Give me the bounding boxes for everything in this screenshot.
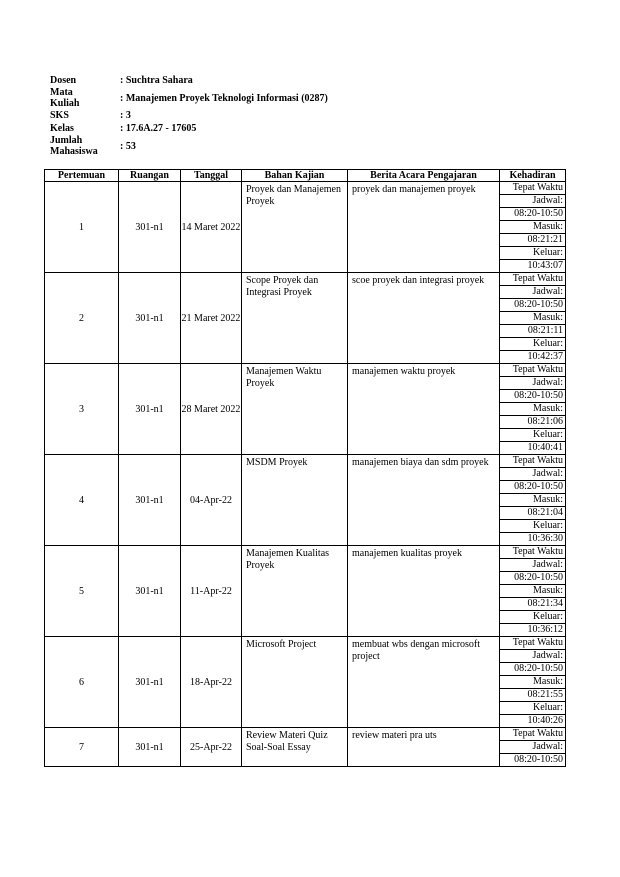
col-header-kehadiran: Kehadiran xyxy=(500,170,566,182)
kehadiran-keluar: 10:36:30 xyxy=(500,533,566,546)
table-header-row xyxy=(45,170,566,182)
berita-acara-cell: review materi pra uts xyxy=(348,728,500,767)
kehadiran-masuk: 08:21:55 xyxy=(500,689,566,702)
pertemuan-cell: 2 xyxy=(45,273,119,364)
sks-row xyxy=(50,109,328,122)
kehadiran-jadwal: 08:20-10:50 xyxy=(500,572,566,585)
table-row xyxy=(45,455,566,468)
kehadiran-masuk-label: Masuk: xyxy=(500,494,566,507)
matakuliah-label xyxy=(50,87,120,109)
table-body xyxy=(45,182,566,767)
kehadiran-masuk: 08:21:11 xyxy=(500,325,566,338)
jumlah-value: : 53 xyxy=(120,140,136,152)
kehadiran-status: Tepat Waktu xyxy=(500,364,566,377)
table-row xyxy=(45,364,566,377)
tanggal-cell: 28 Maret 2022 xyxy=(181,364,242,455)
ruangan-cell: 301-n1 xyxy=(119,182,181,273)
kehadiran-status: Tepat Waktu xyxy=(500,273,566,286)
pertemuan-cell: 3 xyxy=(45,364,119,455)
ruangan-cell: 301-n1 xyxy=(119,273,181,364)
kehadiran-status: Tepat Waktu xyxy=(500,546,566,559)
pertemuan-cell: 4 xyxy=(45,455,119,546)
berita-acara-cell: membuat wbs dengan microsoft project xyxy=(348,637,500,728)
kehadiran-keluar-label: Keluar: xyxy=(500,702,566,715)
kehadiran-jadwal: 08:20-10:50 xyxy=(500,299,566,312)
pertemuan-cell: 7 xyxy=(45,728,119,767)
kehadiran-keluar: 10:40:41 xyxy=(500,442,566,455)
sks-label: SKS xyxy=(50,110,69,121)
jumlah-label-line1: Jumlah xyxy=(50,135,83,146)
kehadiran-masuk: 08:21:34 xyxy=(500,598,566,611)
kehadiran-status: Tepat Waktu xyxy=(500,728,566,741)
tanggal-cell: 25-Apr-22 xyxy=(181,728,242,767)
table-row xyxy=(45,182,566,195)
table-row xyxy=(45,273,566,286)
col-header-tanggal: Tanggal xyxy=(181,170,242,182)
bahan-kajian-cell: Scope Proyek dan Integrasi Proyek xyxy=(242,273,348,364)
table-row xyxy=(45,637,566,650)
col-header-berita-acara: Berita Acara Pengajaran xyxy=(348,170,500,182)
table-row xyxy=(45,546,566,559)
bahan-kajian-cell: Manajemen Waktu Proyek xyxy=(242,364,348,455)
pertemuan-cell: 5 xyxy=(45,546,119,637)
bahan-kajian-cell: Manajemen Kualitas Proyek xyxy=(242,546,348,637)
kehadiran-masuk: 08:21:04 xyxy=(500,507,566,520)
tanggal-cell: 11-Apr-22 xyxy=(181,546,242,637)
attendance-table xyxy=(44,169,566,767)
matakuliah-value: : Manajemen Proyek Teknologi Informasi (0287) xyxy=(120,92,328,104)
kehadiran-jadwal: 08:20-10:50 xyxy=(500,754,566,767)
dosen-value: : Suchtra Sahara xyxy=(120,75,193,86)
kehadiran-keluar-label: Keluar: xyxy=(500,429,566,442)
ruangan-cell: 301-n1 xyxy=(119,364,181,455)
berita-acara-cell: manajemen waktu proyek xyxy=(348,364,500,455)
kehadiran-keluar-label: Keluar: xyxy=(500,611,566,624)
kehadiran-jadwal: 08:20-10:50 xyxy=(500,481,566,494)
kehadiran-jadwal: 08:20-10:50 xyxy=(500,208,566,221)
kehadiran-masuk-label: Masuk: xyxy=(500,676,566,689)
kelas-row xyxy=(50,122,328,135)
ruangan-cell: 301-n1 xyxy=(119,637,181,728)
kehadiran-keluar: 10:40:26 xyxy=(500,715,566,728)
berita-acara-cell: proyek dan manajemen proyek xyxy=(348,182,500,273)
kehadiran-keluar-label: Keluar: xyxy=(500,247,566,260)
kehadiran-jadwal: 08:20-10:50 xyxy=(500,390,566,403)
kehadiran-masuk: 08:21:06 xyxy=(500,416,566,429)
kehadiran-masuk: 08:21:21 xyxy=(500,234,566,247)
kehadiran-keluar-label: Keluar: xyxy=(500,338,566,351)
kelas-label: Kelas xyxy=(50,123,74,134)
ruangan-cell: 301-n1 xyxy=(119,455,181,546)
ruangan-cell: 301-n1 xyxy=(119,546,181,637)
bahan-kajian-cell: Review Materi Quiz Soal-Soal Essay xyxy=(242,728,348,767)
kehadiran-jadwal-label: Jadwal: xyxy=(500,650,566,663)
kehadiran-masuk-label: Masuk: xyxy=(500,585,566,598)
sks-value: : 3 xyxy=(120,110,131,121)
kehadiran-keluar: 10:36:12 xyxy=(500,624,566,637)
dosen-label: Dosen xyxy=(50,75,77,86)
kehadiran-jadwal-label: Jadwal: xyxy=(500,468,566,481)
kehadiran-keluar-label: Keluar: xyxy=(500,520,566,533)
kehadiran-jadwal-label: Jadwal: xyxy=(500,195,566,208)
kehadiran-keluar: 10:42:37 xyxy=(500,351,566,364)
tanggal-cell: 04-Apr-22 xyxy=(181,455,242,546)
tanggal-cell: 18-Apr-22 xyxy=(181,637,242,728)
course-header xyxy=(50,74,328,157)
matakuliah-label-line2: Kuliah xyxy=(50,98,80,109)
matakuliah-row xyxy=(50,87,328,109)
tanggal-cell: 21 Maret 2022 xyxy=(181,273,242,364)
col-header-ruangan: Ruangan xyxy=(119,170,181,182)
kehadiran-jadwal-label: Jadwal: xyxy=(500,559,566,572)
bahan-kajian-cell: Microsoft Project xyxy=(242,637,348,728)
berita-acara-cell: manajemen kualitas proyek xyxy=(348,546,500,637)
jumlah-label xyxy=(50,135,120,157)
kehadiran-masuk-label: Masuk: xyxy=(500,221,566,234)
kehadiran-status: Tepat Waktu xyxy=(500,455,566,468)
ruangan-cell: 301-n1 xyxy=(119,728,181,767)
berita-acara-cell: scoe proyek dan integrasi proyek xyxy=(348,273,500,364)
jumlah-row xyxy=(50,135,328,157)
pertemuan-cell: 6 xyxy=(45,637,119,728)
kelas-value: : 17.6A.27 - 17605 xyxy=(120,123,197,134)
jumlah-label-line2: Mahasiswa xyxy=(50,146,98,157)
table-row xyxy=(45,728,566,741)
bahan-kajian-cell: MSDM Proyek xyxy=(242,455,348,546)
dosen-row xyxy=(50,74,328,87)
matakuliah-label-line1: Mata xyxy=(50,87,73,98)
bahan-kajian-cell: Proyek dan Manajemen Proyek xyxy=(242,182,348,273)
kehadiran-jadwal-label: Jadwal: xyxy=(500,741,566,754)
kehadiran-masuk-label: Masuk: xyxy=(500,403,566,416)
kehadiran-jadwal: 08:20-10:50 xyxy=(500,663,566,676)
col-header-bahan-kajian: Bahan Kajian xyxy=(242,170,348,182)
kehadiran-jadwal-label: Jadwal: xyxy=(500,377,566,390)
tanggal-cell: 14 Maret 2022 xyxy=(181,182,242,273)
kehadiran-status: Tepat Waktu xyxy=(500,182,566,195)
kehadiran-jadwal-label: Jadwal: xyxy=(500,286,566,299)
col-header-pertemuan: Pertemuan xyxy=(45,170,119,182)
kehadiran-status: Tepat Waktu xyxy=(500,637,566,650)
berita-acara-cell: manajemen biaya dan sdm proyek xyxy=(348,455,500,546)
kehadiran-keluar: 10:43:07 xyxy=(500,260,566,273)
kehadiran-masuk-label: Masuk: xyxy=(500,312,566,325)
pertemuan-cell: 1 xyxy=(45,182,119,273)
